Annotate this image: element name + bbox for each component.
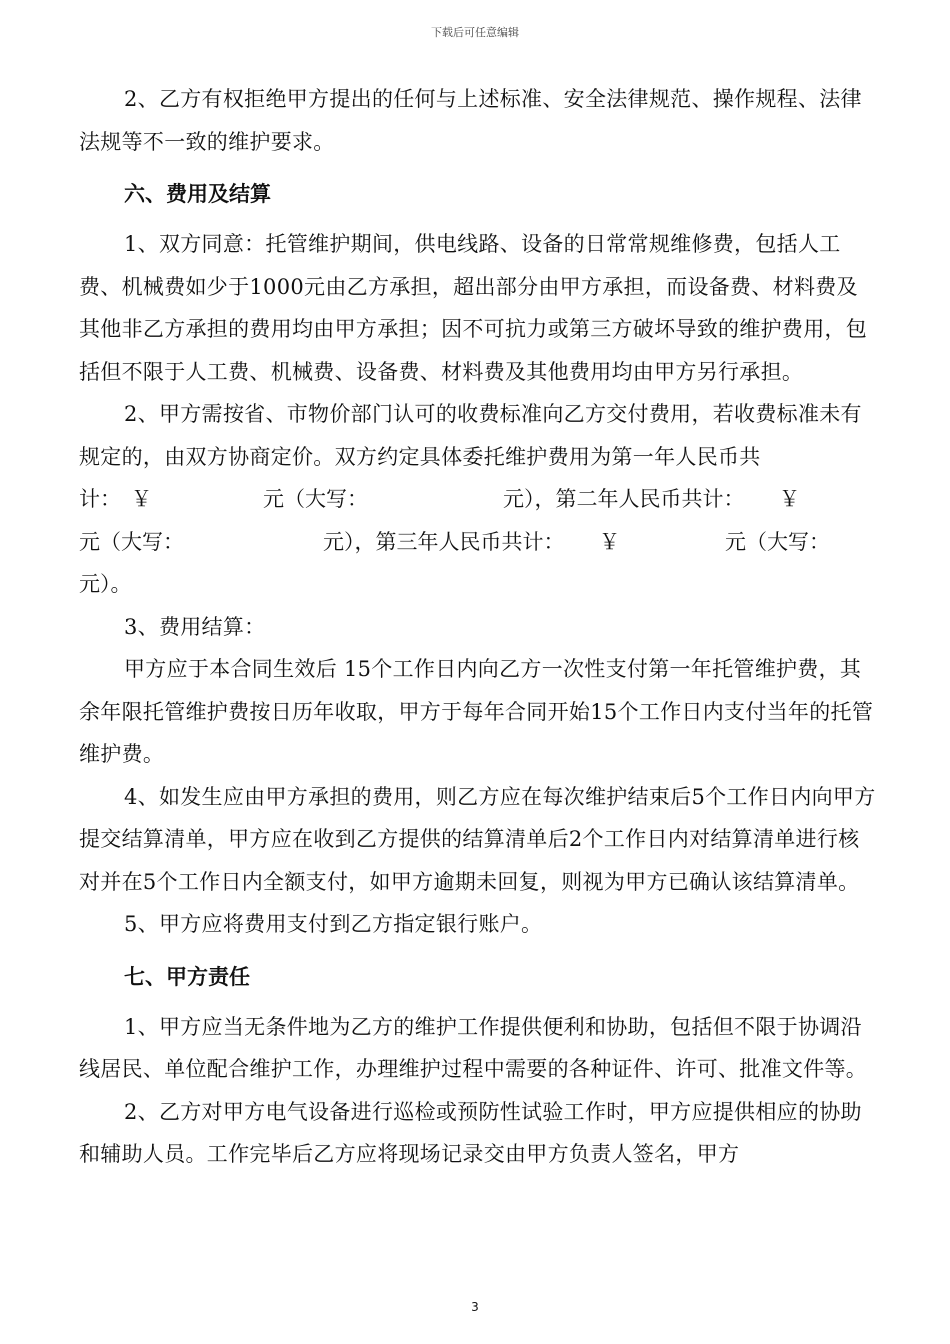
fill-text: 元（大写： [725,529,830,554]
currency-symbol: ￥ [131,487,152,511]
fill-text: 元（大写： [79,529,184,554]
currency-symbol: ￥ [599,529,620,554]
paragraph: 3、费用结算： [124,614,266,639]
page-number: 3 [471,1300,479,1314]
fill-text: 元），第三年人民币共计： [323,529,565,554]
fill-text: 计： [79,487,121,511]
currency-symbol: ￥ [779,487,800,511]
paragraph: 2、乙方有权拒绝甲方提出的任何与上述标准、安全法律规范、操作规程、法律法规等不一致的维护要求。 [79,87,862,154]
fill-text: 元）。 [79,572,132,596]
paragraph: 1、甲方应当无条件地为乙方的维护工作提供便利和协助，包括但不限于协调沿线居民、单位配合维护工作，办理维护过程中需要的各种证件、许可、批准文件等。 [79,1014,868,1081]
paragraph: 1、双方同意：托管维护期间，供电线路、设备的日常常规维修费，包括人工费、机械费如少于1000元由乙方承担，超出部分由甲方承担，而设备费、材料费及其他非乙方承担的费用均由甲方承担；因不可抗力或第三方破坏导致的维护费用，包括但不限于人工费、机械费、设备费、材料费及其他费用均由甲方另行承担。 [79,232,868,384]
section-heading: 六、费用及结算 [124,182,271,206]
page-header: 下载后可任意编辑 [431,26,519,39]
paragraph: 2、甲方需按省、市物价部门认可的收费标准向乙方交付费用，若收费标准未有规定的，由双方协商定价。双方约定具体委托维护费用为第一年人民币共 [79,402,862,469]
section-heading: 七、甲方责任 [124,964,250,989]
document-body [79,78,879,1176]
fill-text: 元），第二年人民币共计： [503,487,745,511]
paragraph: 甲方应于本合同生效后 15个工作日内向乙方一次性支付第一年托管维护费，其余年限托管维护费按日历年收取，甲方于每年合同开始15个工作日内支付当年的托管维护费。 [79,657,874,766]
fee-fill-line-2 [79,521,879,564]
fee-fill-line-3 [79,563,879,606]
paragraph: 2、乙方对甲方电气设备进行巡检或预防性试验工作时，甲方应提供相应的协助和辅助人员。工作完毕后乙方应将现场记录交由甲方负责人签名，甲方 [79,1099,862,1166]
paragraph: 4、如发生应由甲方承担的费用，则乙方应在每次维护结束后5个工作日内向甲方提交结算清单，甲方应在收到乙方提供的结算清单后2个工作日内对结算清单进行核对并在5个工作日内全额支付，如甲方逾期未回复，则视为甲方已确认该结算清单。 [79,784,876,894]
fill-text: 元（大写： [263,487,368,511]
paragraph: 5、甲方应将费用支付到乙方指定银行账户。 [124,912,543,936]
fee-fill-line-1 [79,478,879,521]
